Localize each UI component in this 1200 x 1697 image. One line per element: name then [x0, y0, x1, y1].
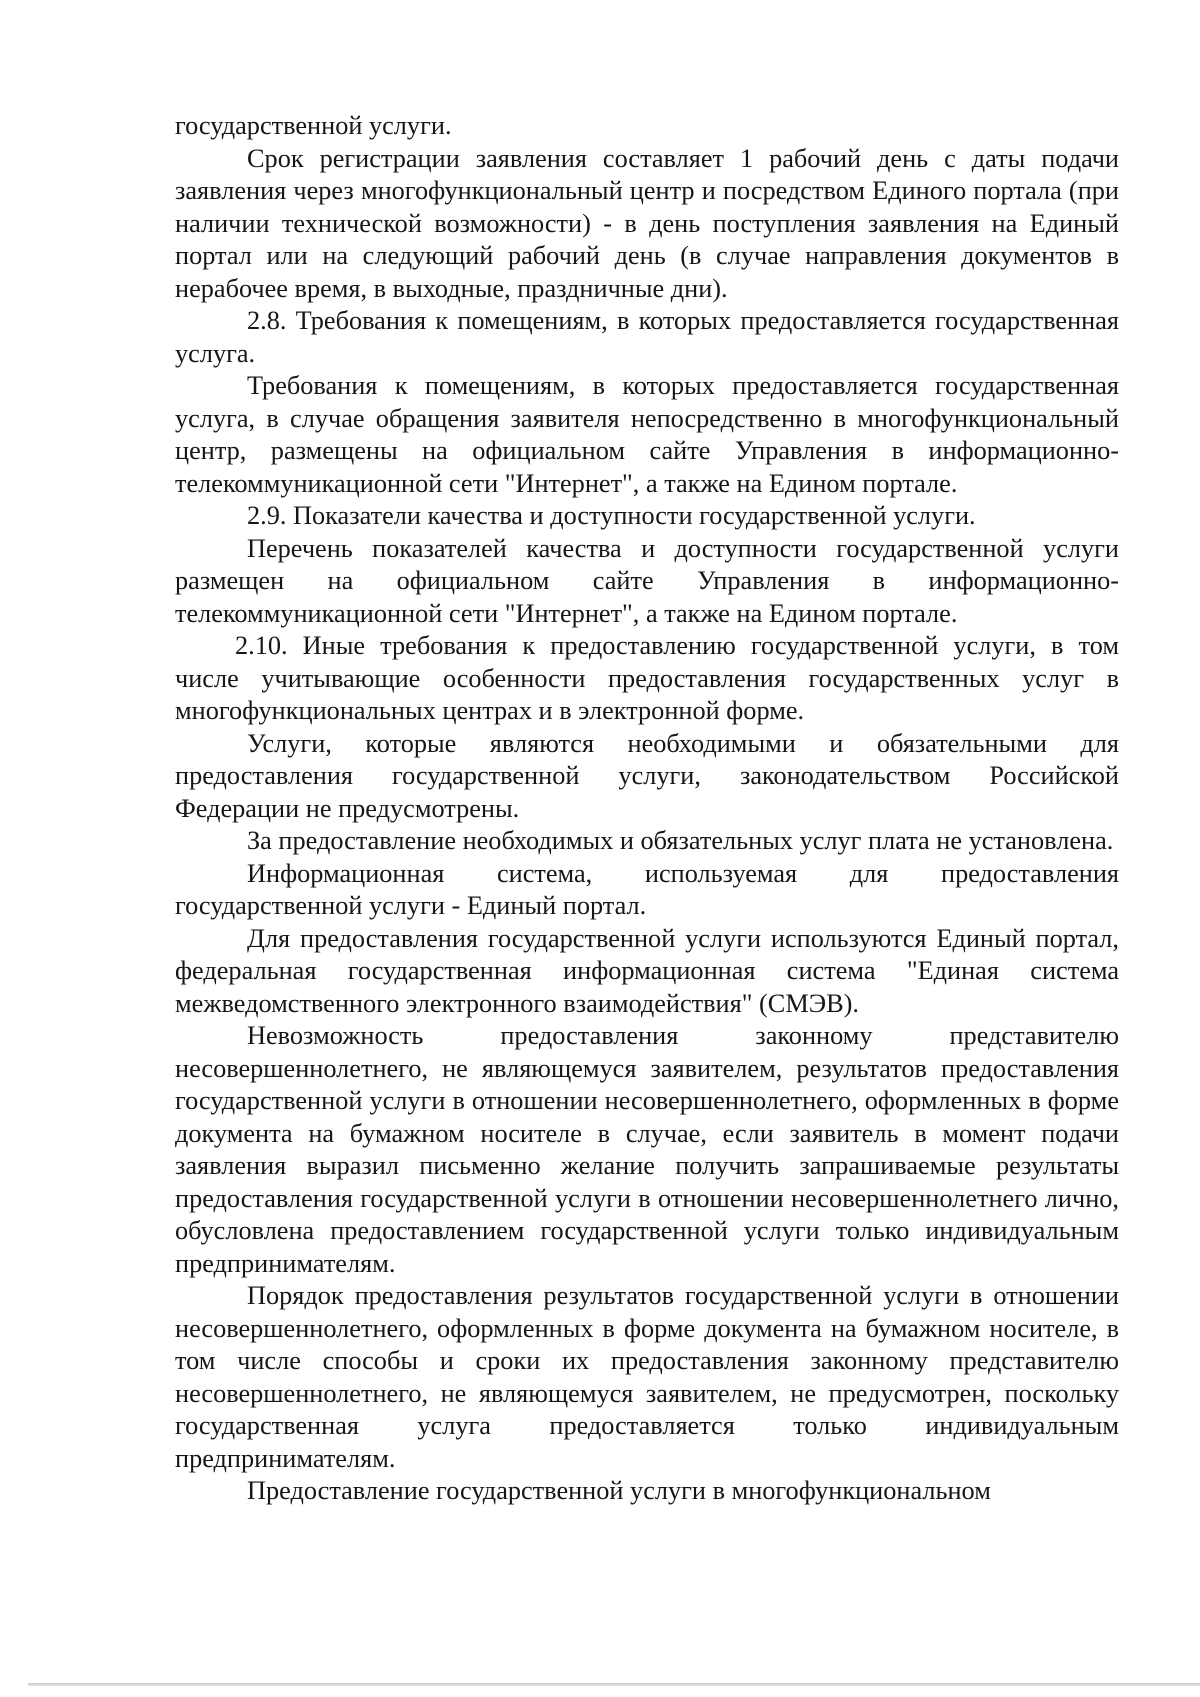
paragraph-continuation: государственной услуги.: [175, 111, 452, 140]
paragraph-quality-indicators: Перечень показателей качества и доступности государственной услуги размещен на официальном сайте Управления в информационно-телекоммуникационной сети "Интернет", а также на Едином портале.: [175, 533, 1119, 628]
paragraph-smev: Для предоставления государственной услуги используются Единый портал, федеральная государственная информационная система "Единая система межведомственного электронного взаимодействия" (СМЭВ).: [175, 923, 1119, 1018]
document-body: [175, 110, 1119, 1508]
paragraph-required-services: Услуги, которые являются необходимыми и обязательными для предоставления государственной услуги, законодательством Российской Федерации не предусмотрены.: [175, 728, 1119, 823]
paragraph-results-procedure: Порядок предоставления результатов государственной услуги в отношении несовершеннолетнего, оформленных в форме документа на бумажном носителе, в том числе способы и сроки их предоставления законному представителю несовершеннолетнего, не являющемуся заявителем, не предусмотрен, поскольку государственная услуга предоставляется только индивидуальным предпринимателям.: [175, 1281, 1119, 1473]
paragraph-fee: За предоставление необходимых и обязательных услуг плата не установлена.: [247, 826, 1114, 855]
paragraph-registration-term: Срок регистрации заявления составляет 1 рабочий день с даты подачи заявления через многофункциональный центр и посредством Единого портала (при наличии технической возможности) - в день поступления заявления на Единый портал или на следующий рабочий день (в случае направления документов в нерабочее время, в выходные, праздничные дни).: [175, 143, 1119, 303]
scan-bottom-edge: [28, 1683, 1200, 1686]
paragraph-premises-requirements: Требования к помещениям, в которых предоставляется государственная услуга, в случае обращения заявителя непосредственно в многофункциональный центр, размещены на официальном сайте Управления в информационно-телекоммуникационной сети "Интернет", а также на Едином портале.: [175, 371, 1119, 498]
section-heading-2-9: 2.9. Показатели качества и доступности государственной услуги.: [247, 501, 976, 530]
section-heading-2-10: 2.10. Иные требования к предоставлению государственной услуги, в том числе учитывающие особенности предоставления государственных услуг в многофункциональных центрах и в электронной форме.: [175, 631, 1119, 725]
section-heading-2-8: 2.8. Требования к помещениям, в которых предоставляется государственная услуга.: [175, 306, 1119, 368]
paragraph-impossibility: Невозможность предоставления законному представителю несовершеннолетнего, не являющемуся заявителем, результатов предоставления государственной услуги в отношении несовершеннолетнего, оформленных в форме документа на бумажном носителе в случае, если заявитель в момент подачи заявления выразил письменно желание получить запрашиваемые результаты предоставления государственной услуги в отношении несовершеннолетнего лично, обусловлена предоставлением государственной услуги только индивидуальным предпринимателям.: [175, 1021, 1119, 1278]
paragraph-mfc-provision: Предоставление государственной услуги в многофункциональном: [247, 1476, 991, 1505]
paragraph-information-system: Информационная система, используемая для предоставления государственной услуги - Единый портал.: [175, 858, 1119, 920]
